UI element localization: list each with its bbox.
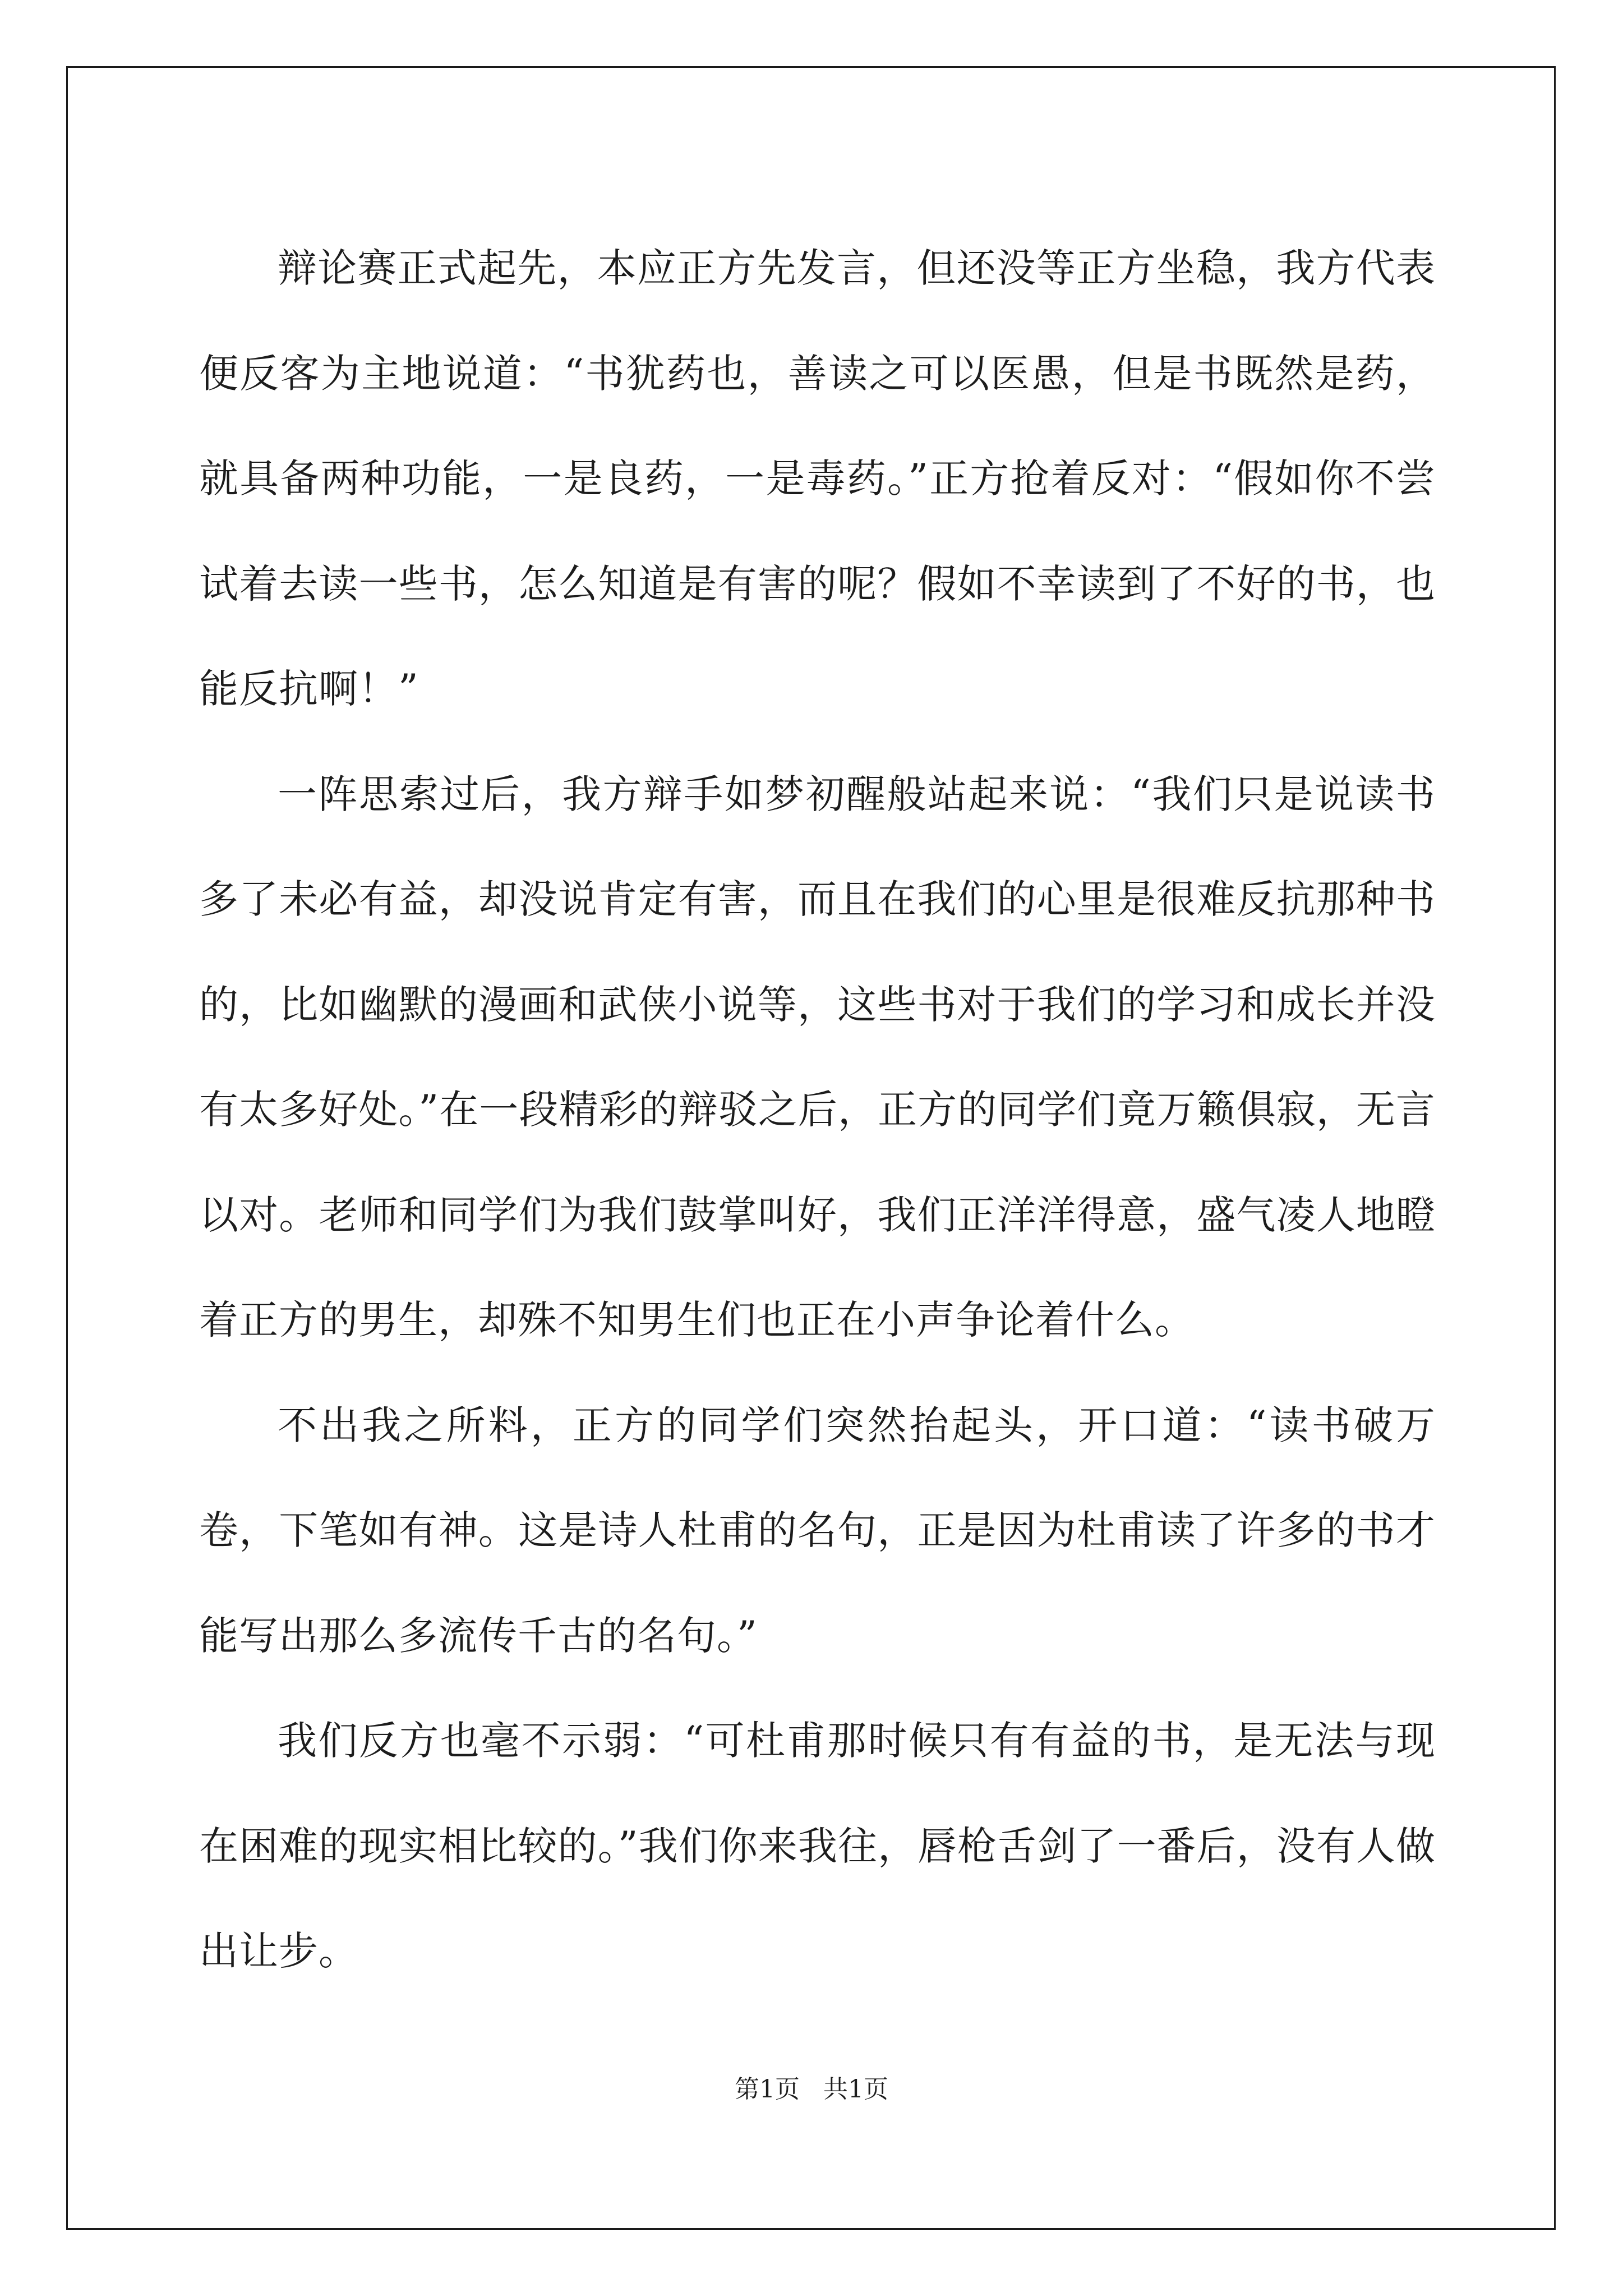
paragraph-2: 一阵思索过后，我方辩手如梦初醒般站起来说：“我们只是说读书多了未必有益，却没说肯定有害，而且在我们的心里是很难反抗那种书的，比如幽默的漫画和武侠小说等，这些书对于我们的学习和成长并没有太多好处。”在一段精彩的辩驳之后，正方的同学们竟万籁俱寂，无言以对。老师和同学们为我们鼓掌叫好，我们正洋洋得意，盛气凌人地瞪着正方的男生，却殊不知男生们也正在小声争论着什么。 bbox=[199, 771, 1436, 1343]
paragraph-3: 不出我之所料，正方的同学们突然抬起头，开口道：“读书破万卷，下笔如有神。这是诗人杜甫的名句，正是因为杜甫读了许多的书才能写出那么多流传千古的名句。” bbox=[199, 1402, 1436, 1659]
page-footer: 第1页 共1页 bbox=[735, 2075, 888, 2104]
document-body bbox=[199, 216, 1436, 2004]
paragraph-1: 辩论赛正式起先，本应正方先发言，但还没等正方坐稳，我方代表便反客为主地说道：“书犹药也，善读之可以医愚，但是书既然是药，就具备两种功能，一是良药，一是毒药。”正方抢着反对：“假如你不尝试着去读一些书，怎么知道是有害的呢？假如不幸读到了不好的书，也能反抗啊！” bbox=[199, 245, 1436, 712]
paragraph-4: 我们反方也毫不示弱：“可杜甫那时候只有有益的书，是无法与现在困难的现实相比较的。”我们你来我往，唇枪舌剑了一番后，没有人做出让步。 bbox=[199, 1718, 1436, 1974]
